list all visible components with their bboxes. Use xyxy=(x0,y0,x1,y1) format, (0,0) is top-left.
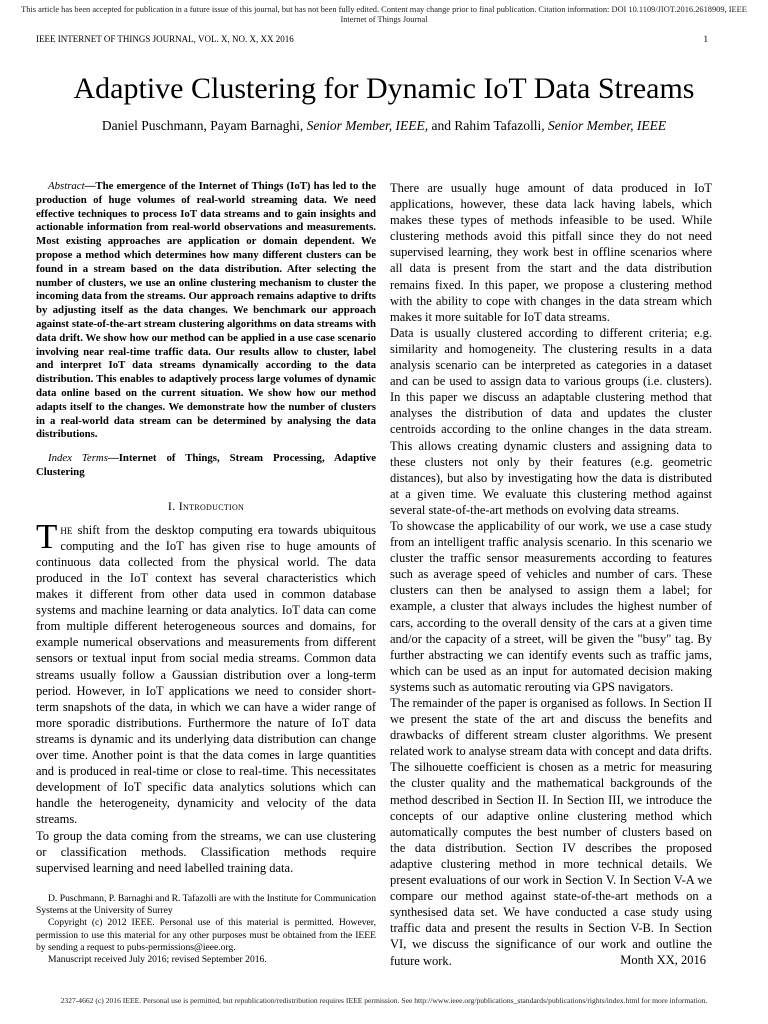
intro-paragraph-4: Data is usually clustered according to different criteria; e.g. similarity and homogeneity. The clustering results in a data analysis scenario can be interpreted as categories in a dataset and can be used to assign data to various groups (i.e. clusters). In this paper we discuss an adaptable clustering method that analyses the distribution of data and updates the cluster centroids according to the online changes in the data stream. This allows creating dynamic clusters and assigning data to these clusters not only by their features (e.g. geometric distances), but also by investigating how the data is distributed at a given time. We evaluate this clustering method against several state-of-the-art methods on evolving data streams. xyxy=(390,325,712,517)
footnote xyxy=(36,893,376,966)
top-notice: This article has been accepted for publication in a future issue of this journal, but has not been fully edited. Content may change prior to final publication. Citation information: DOI 10.1109/JIOT.2016.2618909, IEEE Internet of Things Journal xyxy=(21,5,747,24)
intro-paragraph-5: To showcase the applicability of our work, we use a case study from an intelligent traffic analysis scenario. In this scenario we cluster the traffic sensor measurements according to features such as average speed of vehicles and number of cars. These clusters can then be analysed to assign them a label; for example, a cluster that always includes the highest number of cars, according to the overall density of the cars at a given time and/or the capacity of a street, will be given the "busy" tag. By further abstracting we can identify events such as traffic jams, which can be used as an input for automated decision making systems such as automatic rerouting via GPS navigators. xyxy=(390,518,712,694)
abstract xyxy=(36,180,376,442)
author-role-1: Senior Member, IEEE, xyxy=(306,118,429,133)
first-word-caps: he xyxy=(60,522,73,537)
author-list xyxy=(20,117,748,135)
author-names-2: and Rahim Tafazolli, xyxy=(428,118,548,133)
section-heading-introduction xyxy=(36,498,376,514)
journal-running-title: IEEE INTERNET OF THINGS JOURNAL, VOL. X, NO. X, XX 2016 xyxy=(36,34,294,44)
index-terms-lead: Index Terms xyxy=(48,452,108,465)
index-terms-text: —Internet of Things, Stream Processing, Adaptive Clustering xyxy=(36,452,376,478)
intro-paragraph-3: There are usually huge amount of data produced in IoT applications, however, these data lack having labels, which makes these types of methods infeasible to be used. While clustering methods avoid this pitfall since they do not need supervised learning, they work best in offline scenarios where all data is present from the start and the data distribution remains fixed. In this paper, we propose a clustering method with the ability to cope with changes in the data stream which makes it more suitable for IoT data streams. xyxy=(390,181,712,324)
page-number: 1 xyxy=(703,34,708,44)
intro-paragraph-2: To group the data coming from the streams, we can use clustering or classification methods. Classification methods require supervised learning and need labelled training data. xyxy=(36,828,376,875)
index-terms xyxy=(36,452,376,480)
right-column xyxy=(390,180,712,969)
intro-paragraph-1-text: shift from the desktop computing era towards ubiquitous computing and the IoT has given rise to huge amounts of continuous data collected from the physical world. The data produced in the IoT context has several characteristics which makes it different from other data used in common database systems and machine learning or data analytics. IoT data can come from multiple different heterogeneous sources and domains, for example numerical observations and measurements from different sensors or textual input from social media streams. Common data streams usually follow a Gaussian distribution over a long-term period. However, in IoT applications we need to consider short-term snapshots of the data, in which we can have a wider range of more sporadic distributions. Furthermore the nature of IoT data streams is dynamic and its underlying data distribution can change over time. Another point is that the data comes in large quantities and is produced in real-time or close to real-time. This necessitates development of IoT specific data analytics solutions which can handle the heterogeneity, dynamicity and velocity of the data streams. xyxy=(36,522,376,827)
running-head xyxy=(36,33,708,45)
section-number: I. xyxy=(167,498,179,513)
footnote-affiliation: D. Puschmann, P. Barnaghi and R. Tafazolli are with the Institute for Communication Systems at the University of Surrey xyxy=(36,893,376,917)
drop-cap: T xyxy=(36,516,58,556)
author-role-2: Senior Member, IEEE xyxy=(548,118,667,133)
intro-paragraph-6: The remainder of the paper is organised as follows. In Section II we present the state of the art and discuss the benefits and drawbacks of different stream cluster algorithms. We present related work to analyse stream data with concept and data drifts. The silhouette coefficient is chosen as a metric for measuring the cluster quality and the mathematical backgrounds of the method described in Section II. In Section III, we introduce the concepts of our adaptive online clustering method which automatically computes the best number of clusters based on the data distribution. Section IV describes the proposed adaptive clustering method in more technical details. We present evaluations of our work in Section V. In Section V-A we compare our method against state-of-the-art methods on a synthesised data set. We have conducted a case study using traffic data and present the results in Section V-B. In Section VI, we discuss the significance of our work and outline the future work. xyxy=(390,696,712,968)
left-column xyxy=(36,180,376,876)
footnote-manuscript: Manuscript received July 2016; revised September 2016. xyxy=(48,954,267,966)
footnote-copyright: Copyright (c) 2012 IEEE. Personal use of this material is permitted. However, permission to use this material for any other purposes must be obtained from the IEEE by sending a request to pubs-permissions@ieee.org. xyxy=(36,917,376,953)
section-title: Introduction xyxy=(178,498,245,513)
paper-title: Adaptive Clustering for Dynamic IoT Data Streams xyxy=(73,72,695,105)
abstract-text: —The emergence of the Internet of Things (IoT) has led to the production of huge volumes of real-world streaming data. We need effective techniques to process IoT data streams and to gain insights and actionable information from real-world observations and measurements. Most existing approaches are application or domain dependent. We propose a method which determines how many different clusters can be found in a stream based on the data distribution. After selecting the number of clusters, we use an online clustering mechanism to cluster the incoming data from the streams. Our approach remains adaptive to drifts by adjusting itself as the data changes. We benchmark our approach against state-of-the-art stream clustering algorithms on data streams with data drift. We show how our method can be applied in a use case scenario involving near real-time traffic data. Our results allow to cluster, label and interpret IoT data streams dynamically according to the data distribution. This enables to adaptively process large volumes of dynamic data online based on the current situation. We show how our method adapts itself to the changes. We demonstrate how the number of clusters in a real-world data stream can be determined by analysing the data distributions. xyxy=(36,180,376,441)
abstract-lead: Abstract xyxy=(48,180,85,192)
author-names-1: Daniel Puschmann, Payam Barnaghi, xyxy=(101,118,307,133)
intro-paragraph-1 xyxy=(36,516,376,828)
date-line: Month XX, 2016 xyxy=(620,953,706,967)
bottom-copyright-notice: 2327-4662 (c) 2016 IEEE. Personal use is permitted, but republication/redistribution requires IEEE permission. See http://www.ieee.org/publications_standards/publications/rights/index.html for more information. xyxy=(60,996,708,1005)
